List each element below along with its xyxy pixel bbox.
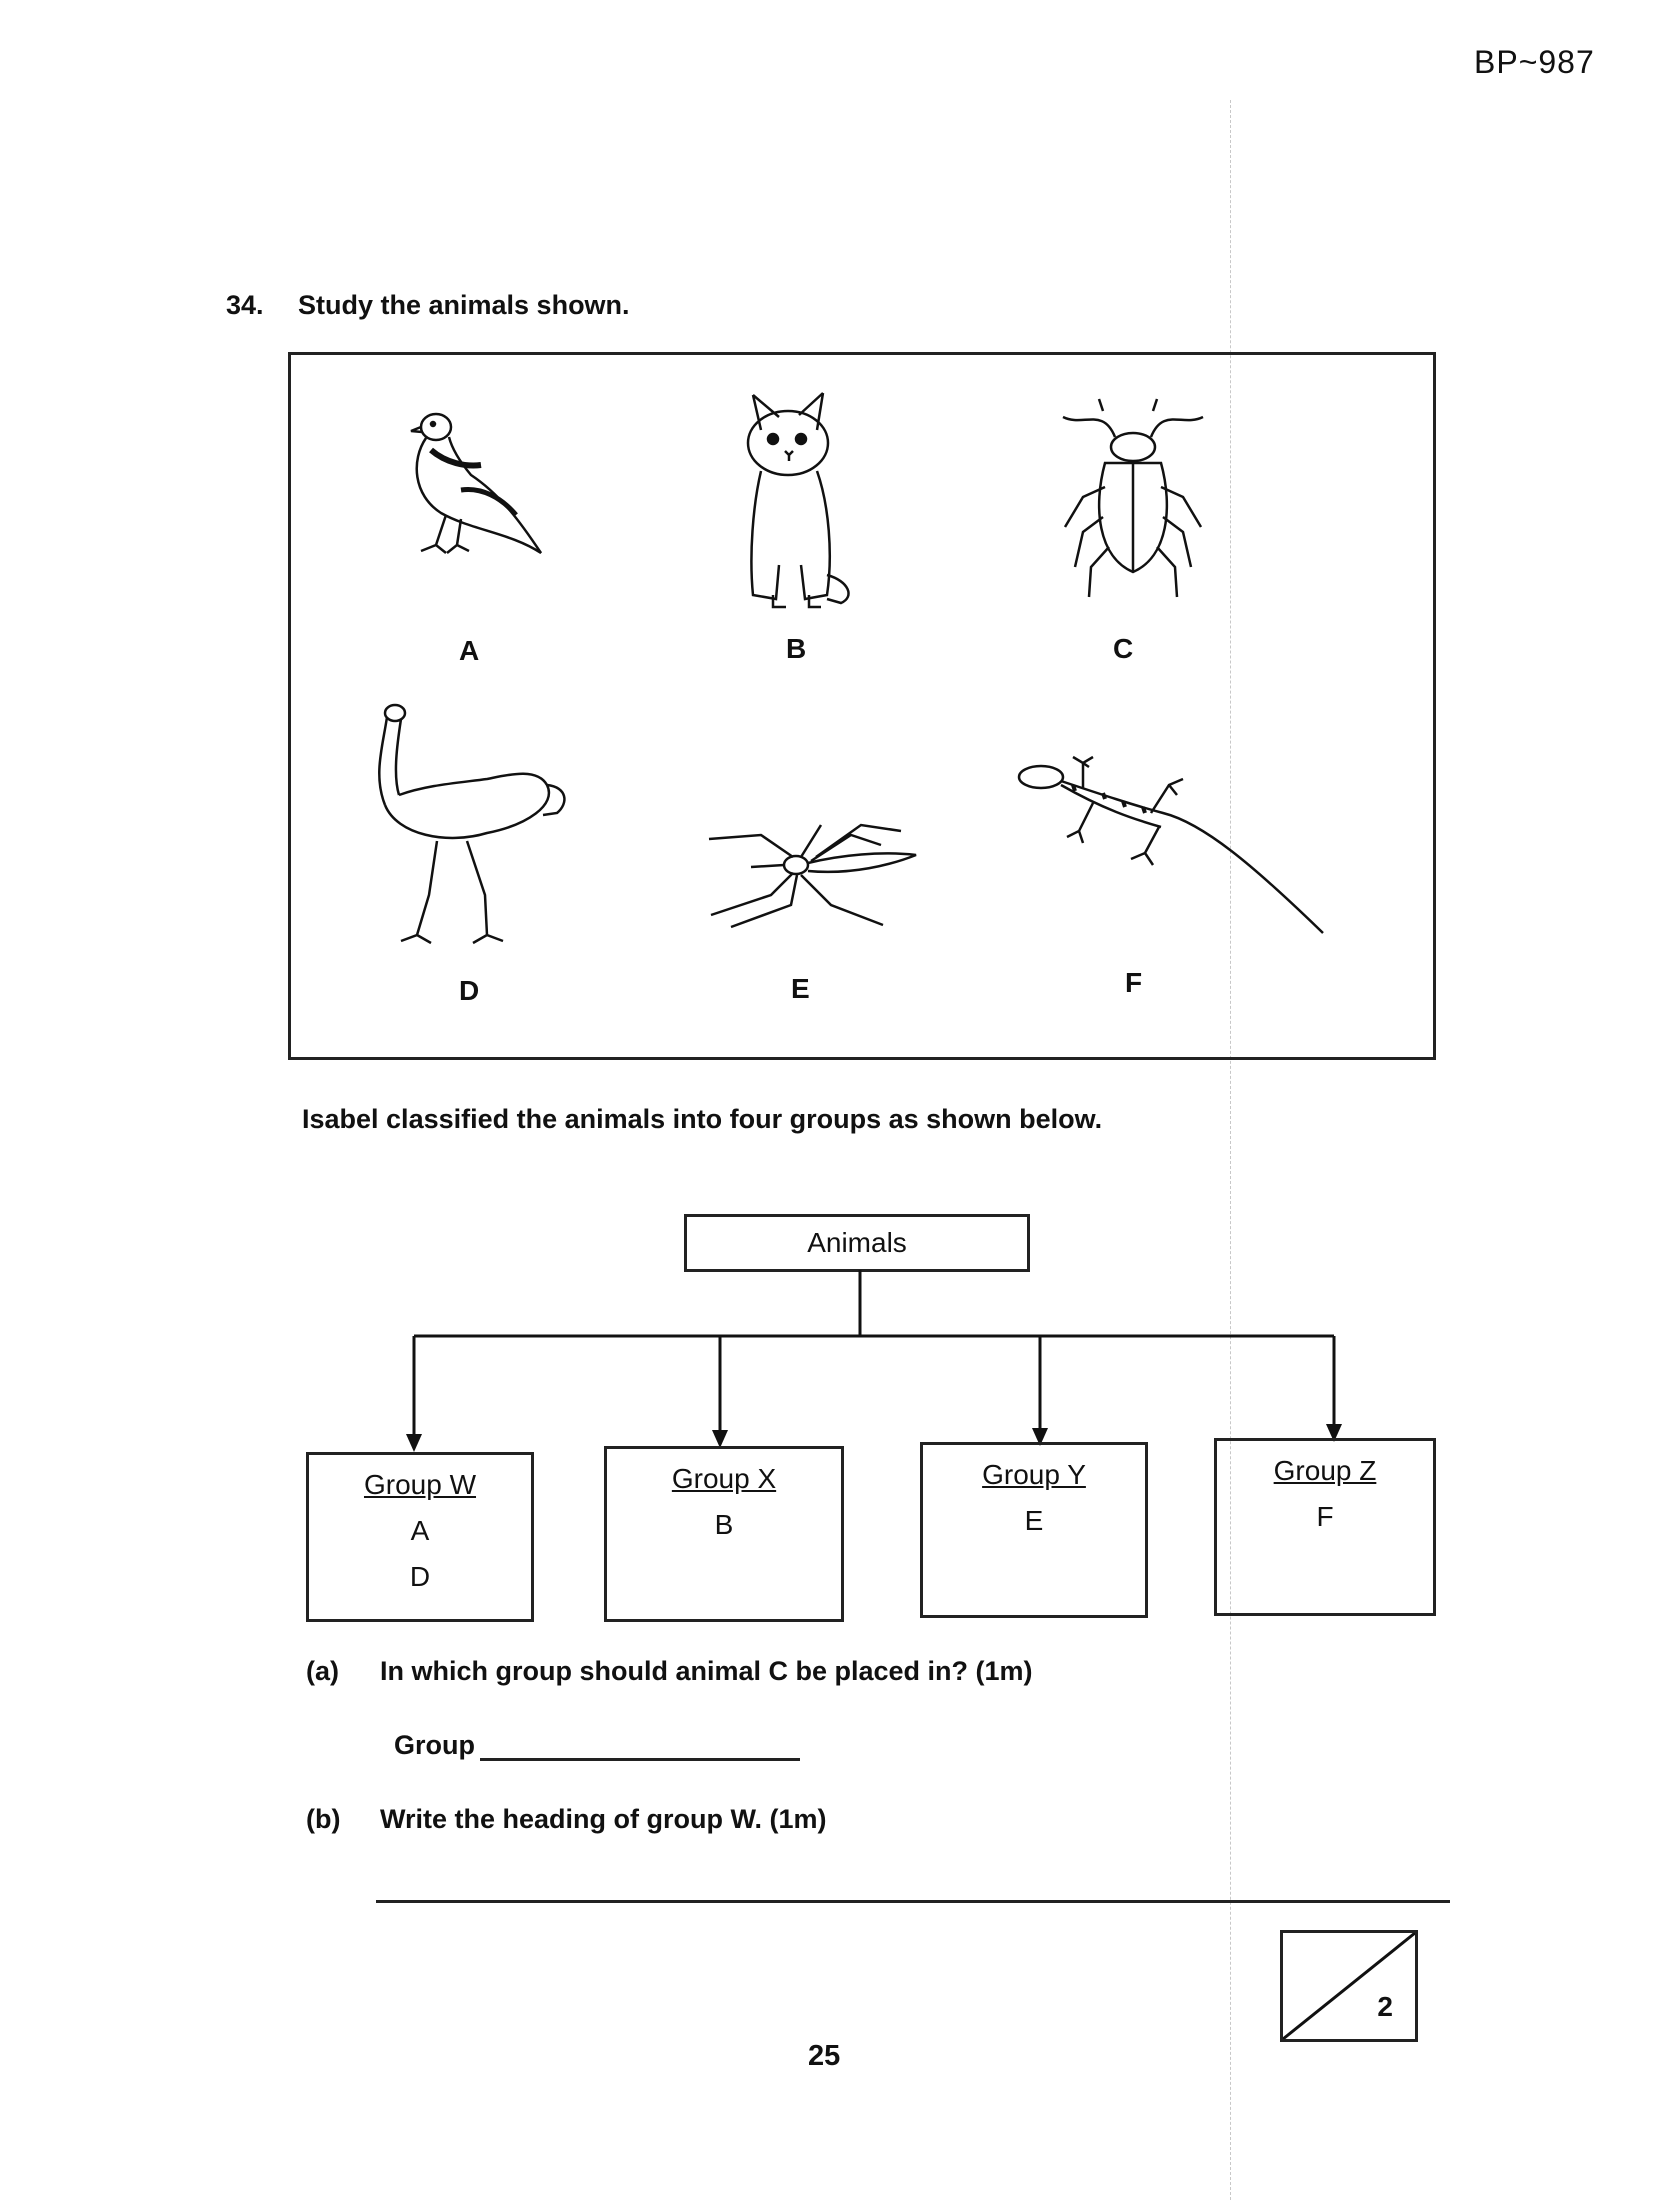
animal-label-d: D: [459, 975, 480, 1006]
lizard-icon: [1013, 755, 1333, 945]
kitten-icon: [731, 385, 861, 615]
group-w-title: Group W: [363, 1469, 477, 1500]
marks-value: 2: [1377, 1991, 1393, 2022]
marks-box: [1280, 1930, 1418, 2042]
part-b-label: (b): [306, 1804, 341, 1834]
group-x-title: Group X: [671, 1463, 777, 1494]
question-number: 34.: [226, 290, 264, 320]
group-w-member: A: [410, 1515, 430, 1546]
classification-intro: Isabel classified the animals into four groups as shown below.: [302, 1104, 1103, 1134]
animal-label-b: B: [786, 633, 807, 664]
group-x-member: B: [714, 1509, 734, 1540]
beetle-icon: [1043, 397, 1223, 607]
classification-root-box: [684, 1214, 1030, 1272]
pigeon-icon: [391, 405, 571, 565]
part-a-label: (a): [306, 1656, 339, 1686]
question-prompt: Study the animals shown.: [298, 290, 630, 320]
part-a-answer-prefix: Group: [394, 1730, 475, 1760]
part-a-answer-line[interactable]: [480, 1758, 800, 1761]
page-number: 25: [808, 2040, 841, 2072]
group-y-box: [920, 1442, 1148, 1618]
group-y-title: Group Y: [982, 1459, 1086, 1490]
group-z-title: Group Z: [1273, 1455, 1377, 1486]
animals-figure: [288, 352, 1436, 1060]
part-b-answer-line[interactable]: [376, 1900, 1450, 1903]
part-b-question: Write the heading of group W. (1m): [380, 1804, 827, 1834]
group-x-box: [604, 1446, 844, 1622]
group-y-member: E: [1024, 1505, 1044, 1536]
mosquito-icon: [701, 795, 951, 935]
marks-box-diagonal: [1283, 1933, 1415, 2039]
ostrich-icon: [357, 695, 587, 955]
animal-label-f: F: [1125, 967, 1143, 998]
paper-code: BP~987: [1474, 44, 1595, 80]
group-z-box: [1214, 1438, 1436, 1616]
part-a-question: In which group should animal C be placed in? (1m): [380, 1656, 1033, 1686]
classification-connector-lines: [400, 1270, 1350, 1460]
classification-root-label: Animals: [807, 1227, 907, 1258]
animal-label-a: A: [459, 635, 480, 666]
animal-label-c: C: [1113, 633, 1134, 664]
group-w-member: D: [409, 1561, 431, 1592]
group-z-member: F: [1316, 1501, 1334, 1532]
group-w-box: [306, 1452, 534, 1622]
animal-label-e: E: [791, 973, 810, 1004]
